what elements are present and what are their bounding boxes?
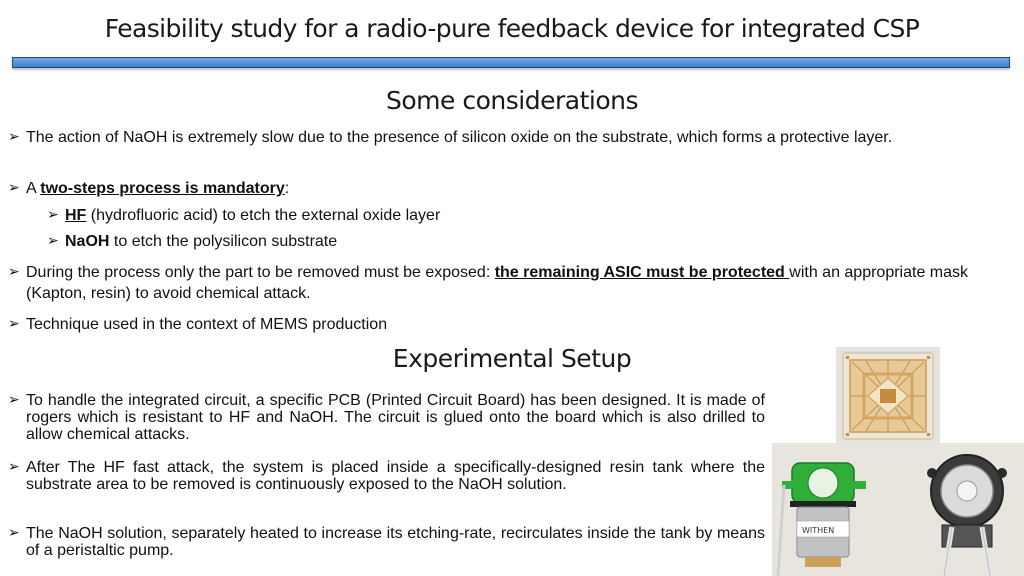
bullet-text: The action of NaOH is extremely slow due to the presence of silicon oxide on the substrate, which forms a protective layer. [26,129,893,146]
sub-bullet-hf [47,205,747,226]
slide-title: Feasibility study for a radio-pure feedback device for integrated CSP [104,14,920,43]
pump-label: WITHEN [802,526,835,535]
bullet-suffix: with an appropriate mask (Kapton, resin) to avoid chemical attack. [26,264,969,302]
setup-bullet-3 [8,525,765,559]
pcb-board-photo [836,347,940,444]
arrow-bullet-icon: ➢ [8,459,20,475]
setup-bullet-2 [8,459,765,493]
setup-bullet-1 [8,392,765,443]
arrow-bullet-icon: ➢ [8,525,20,541]
arrow-bullet-icon: ➢ [8,392,20,408]
pcb-board-drawing [836,347,940,444]
bullet-text: The NaOH solution, separately heated to increase its etching-rate, recirculates inside the tank by means of a peristaltic pump. [26,525,765,559]
arrow-bullet-icon: ➢ [47,207,59,223]
pump-drawing [772,443,1024,576]
sub-bullet-text: (hydrofluoric acid) to etch the external oxide layer [86,207,441,224]
bullet-emphasis: the remaining ASIC must be protected [494,264,790,281]
peristaltic-pump-photo [772,443,1024,576]
arrow-bullet-icon: ➢ [47,233,59,249]
bullet-text: Technique used in the context of MEMS production [26,316,388,333]
sub-bullet-naoh [47,231,747,252]
considerations-heading: Some considerations [386,86,638,115]
bullet-prefix: A [26,180,41,197]
arrow-bullet-icon: ➢ [8,316,20,332]
consideration-bullet-3 [8,262,1018,304]
consideration-bullet-2 [8,178,1018,199]
bullet-text: After The HF fast attack, the system is placed inside a specifically-designed resin tank where the substrate area to be removed is continuously exposed to the NaOH solution. [26,459,765,493]
sub-bullet-emphasis: NaOH [65,233,110,250]
title-underline-bar [12,57,1010,68]
sub-bullet-text: to etch the polysilicon substrate [109,233,338,250]
bullet-emphasis: two-steps process is mandatory [40,180,285,197]
arrow-bullet-icon: ➢ [8,129,20,145]
bullet-prefix: During the process only the part to be removed must be exposed: [26,264,495,281]
arrow-bullet-icon: ➢ [8,264,20,280]
bullet-suffix: : [284,180,290,197]
arrow-bullet-icon: ➢ [8,180,20,196]
setup-heading: Experimental Setup [392,344,632,373]
consideration-bullet-1 [8,127,1018,148]
bullet-text: To handle the integrated circuit, a specific PCB (Printed Circuit Board) has been designed. It is made of rogers which is resistant to HF and NaOH. The circuit is glued onto the board which is also drilled to allow chemical attacks. [26,392,765,443]
consideration-bullet-4 [8,314,1018,335]
sub-bullet-emphasis: HF [65,207,87,224]
